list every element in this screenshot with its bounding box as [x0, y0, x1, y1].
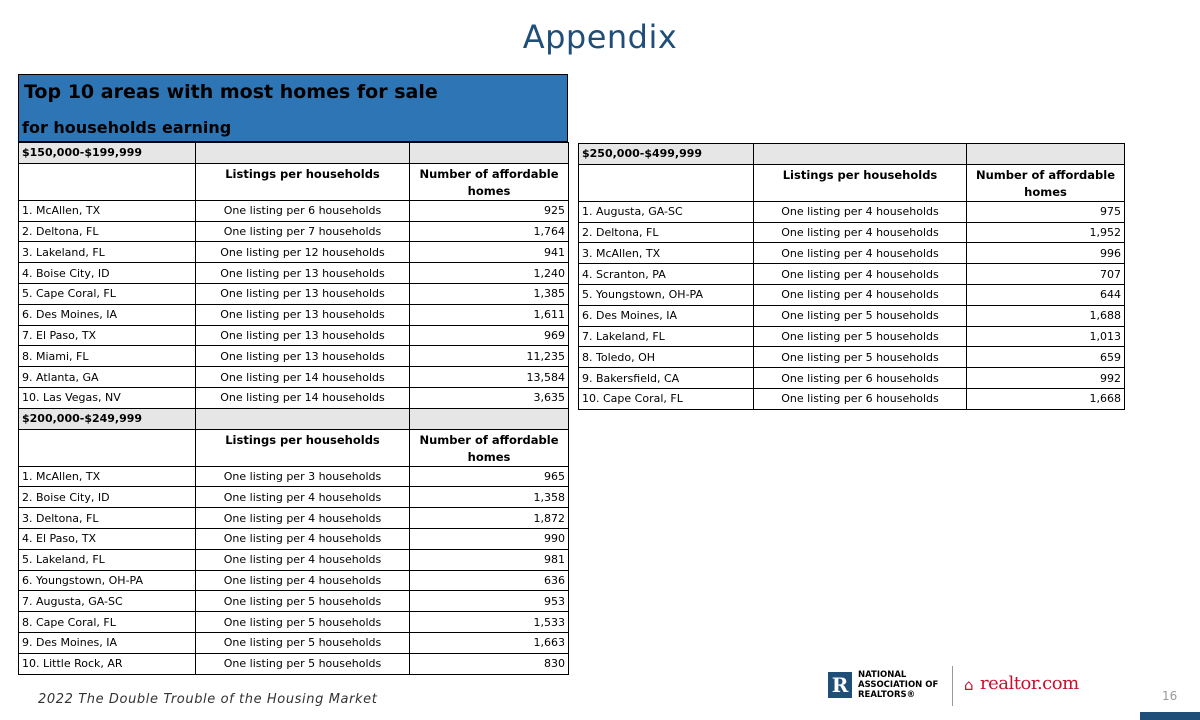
listing-ratio-cell: One listing per 4 households: [754, 264, 967, 285]
area-cell: 4. Scranton, PA: [579, 264, 754, 285]
table-row: [19, 528, 569, 549]
listing-ratio-cell: One listing per 13 households: [196, 263, 410, 284]
area-cell: 3. Deltona, FL: [19, 508, 196, 529]
affordable-homes-cell: 1,688: [967, 305, 1125, 326]
affordable-homes-cell: 659: [967, 347, 1125, 368]
table-row: [19, 487, 569, 508]
listing-ratio-cell: One listing per 4 households: [196, 487, 410, 508]
section-blank-cell: [410, 408, 569, 429]
affordable-homes-cell: 636: [410, 570, 569, 591]
table-row: [19, 466, 569, 487]
affordable-homes-cell: 1,872: [410, 508, 569, 529]
listing-ratio-cell: One listing per 4 households: [196, 549, 410, 570]
area-cell: 5. Cape Coral, FL: [19, 283, 196, 304]
page-number: 16: [1162, 689, 1178, 703]
listing-ratio-cell: One listing per 7 households: [196, 221, 410, 242]
area-cell: 5. Youngstown, OH-PA: [579, 284, 754, 305]
table-row: [19, 367, 569, 388]
column-header-listings: Listings per households: [196, 429, 410, 466]
table-row: [579, 284, 1125, 305]
table-row: [19, 325, 569, 346]
column-header-homes: Number of affordable homes: [967, 164, 1125, 201]
table-row: [19, 242, 569, 263]
table-row: [579, 326, 1125, 347]
listing-ratio-cell: One listing per 13 households: [196, 304, 410, 325]
area-cell: 9. Bakersfield, CA: [579, 368, 754, 389]
footer-logos: [826, 664, 1086, 710]
listing-ratio-cell: One listing per 6 households: [754, 388, 967, 409]
affordable-homes-cell: 969: [410, 325, 569, 346]
area-cell: 2. Deltona, FL: [19, 221, 196, 242]
affordable-homes-cell: 925: [410, 200, 569, 221]
listing-ratio-cell: One listing per 13 households: [196, 283, 410, 304]
logo-divider: [952, 666, 953, 706]
column-header-row: [19, 163, 569, 200]
affordable-homes-cell: 1,533: [410, 612, 569, 633]
affordable-homes-cell: 941: [410, 242, 569, 263]
table-row: [579, 388, 1125, 409]
listing-ratio-cell: One listing per 4 households: [754, 243, 967, 264]
table-banner: [18, 74, 568, 142]
area-cell: 2. Deltona, FL: [579, 222, 754, 243]
area-cell: 7. Augusta, GA-SC: [19, 591, 196, 612]
realtor-logo-text: realtor.com: [980, 673, 1079, 694]
listing-ratio-cell: One listing per 5 households: [196, 632, 410, 653]
affordable-homes-cell: 990: [410, 528, 569, 549]
area-cell: 3. McAllen, TX: [579, 243, 754, 264]
income-range-label: $200,000-$249,999: [19, 408, 196, 429]
listing-ratio-cell: One listing per 6 households: [196, 200, 410, 221]
area-cell: 6. Des Moines, IA: [19, 304, 196, 325]
section-blank-cell: [754, 144, 967, 165]
table-row: [579, 305, 1125, 326]
affordable-homes-cell: 1,385: [410, 283, 569, 304]
table-row: [19, 346, 569, 367]
nar-logo-icon: R: [828, 672, 852, 698]
section-blank-cell: [410, 143, 569, 164]
area-cell: 5. Lakeland, FL: [19, 549, 196, 570]
area-cell: 10. Las Vegas, NV: [19, 387, 196, 408]
affordable-homes-cell: 707: [967, 264, 1125, 285]
table-row: [579, 201, 1125, 222]
affordable-homes-cell: 644: [967, 284, 1125, 305]
area-cell: 9. Des Moines, IA: [19, 632, 196, 653]
affordable-homes-cell: 996: [967, 243, 1125, 264]
area-cell: 7. Lakeland, FL: [579, 326, 754, 347]
table-row: [19, 263, 569, 284]
affordable-homes-cell: 11,235: [410, 346, 569, 367]
listing-ratio-cell: One listing per 4 households: [754, 284, 967, 305]
income-range-label: $250,000-$499,999: [579, 144, 754, 165]
nar-logo-text: NATIONAL ASSOCIATION OF REALTORS®: [858, 670, 939, 700]
header-blank-cell: [19, 163, 196, 200]
affordable-homes-cell: 3,635: [410, 387, 569, 408]
section-blank-cell: [196, 408, 410, 429]
area-cell: 2. Boise City, ID: [19, 487, 196, 508]
affordable-homes-cell: 13,584: [410, 367, 569, 388]
header-blank-cell: [19, 429, 196, 466]
area-cell: 1. McAllen, TX: [19, 200, 196, 221]
table-row: [19, 549, 569, 570]
listing-ratio-cell: One listing per 4 households: [196, 570, 410, 591]
income-range-label: $150,000-$199,999: [19, 143, 196, 164]
table-row: [19, 200, 569, 221]
area-cell: 10. Little Rock, AR: [19, 653, 196, 674]
listing-ratio-cell: One listing per 13 households: [196, 325, 410, 346]
table-row: [19, 632, 569, 653]
house-icon: ⌂: [964, 676, 974, 694]
listing-ratio-cell: One listing per 5 households: [754, 305, 967, 326]
listing-ratio-cell: One listing per 12 households: [196, 242, 410, 263]
area-cell: 8. Miami, FL: [19, 346, 196, 367]
affordable-homes-cell: 1,764: [410, 221, 569, 242]
area-cell: 10. Cape Coral, FL: [579, 388, 754, 409]
listing-ratio-cell: One listing per 5 households: [754, 326, 967, 347]
area-cell: 4. Boise City, ID: [19, 263, 196, 284]
income-range-row: [579, 144, 1125, 165]
table-row: [19, 221, 569, 242]
table-row: [579, 264, 1125, 285]
listing-ratio-cell: One listing per 5 households: [754, 347, 967, 368]
income-range-row: [19, 143, 569, 164]
listing-ratio-cell: One listing per 14 households: [196, 387, 410, 408]
table-row: [579, 347, 1125, 368]
column-header-row: [579, 164, 1125, 201]
affordable-homes-cell: 1,013: [967, 326, 1125, 347]
column-header-listings: Listings per households: [196, 163, 410, 200]
listing-ratio-cell: One listing per 5 households: [196, 591, 410, 612]
corner-accent-bar: [1140, 712, 1200, 720]
area-cell: 1. Augusta, GA-SC: [579, 201, 754, 222]
affordable-homes-cell: 981: [410, 549, 569, 570]
banner-title: Top 10 areas with most homes for sale: [24, 81, 438, 103]
table-row: [579, 222, 1125, 243]
area-cell: 1. McAllen, TX: [19, 466, 196, 487]
table-row: [19, 612, 569, 633]
section-blank-cell: [196, 143, 410, 164]
column-header-row: [19, 429, 569, 466]
listing-ratio-cell: One listing per 4 households: [754, 201, 967, 222]
area-cell: 6. Youngstown, OH-PA: [19, 570, 196, 591]
listing-ratio-cell: One listing per 13 households: [196, 346, 410, 367]
column-header-homes: Number of affordable homes: [410, 163, 569, 200]
slide-title: Appendix: [522, 18, 678, 56]
affordable-homes-cell: 1,952: [967, 222, 1125, 243]
table-row: [19, 304, 569, 325]
area-cell: 9. Atlanta, GA: [19, 367, 196, 388]
area-cell: 6. Des Moines, IA: [579, 305, 754, 326]
listing-ratio-cell: One listing per 4 households: [196, 508, 410, 529]
affordable-homes-cell: 992: [967, 368, 1125, 389]
area-cell: 4. El Paso, TX: [19, 528, 196, 549]
affordable-homes-cell: 1,663: [410, 632, 569, 653]
affordable-homes-cell: 1,358: [410, 487, 569, 508]
left-income-table: [18, 142, 569, 675]
area-cell: 3. Lakeland, FL: [19, 242, 196, 263]
area-cell: 8. Cape Coral, FL: [19, 612, 196, 633]
table-row: [19, 387, 569, 408]
table-row: [579, 243, 1125, 264]
listing-ratio-cell: One listing per 14 households: [196, 367, 410, 388]
listing-ratio-cell: One listing per 6 households: [754, 368, 967, 389]
listing-ratio-cell: One listing per 5 households: [196, 653, 410, 674]
table-row: [19, 283, 569, 304]
table-row: [19, 508, 569, 529]
header-blank-cell: [579, 164, 754, 201]
table-row: [579, 368, 1125, 389]
area-cell: 7. El Paso, TX: [19, 325, 196, 346]
right-income-table: [578, 143, 1125, 410]
column-header-listings: Listings per households: [754, 164, 967, 201]
affordable-homes-cell: 1,611: [410, 304, 569, 325]
affordable-homes-cell: 965: [410, 466, 569, 487]
listing-ratio-cell: One listing per 4 households: [196, 528, 410, 549]
affordable-homes-cell: 1,668: [967, 388, 1125, 409]
section-blank-cell: [967, 144, 1125, 165]
affordable-homes-cell: 975: [967, 201, 1125, 222]
table-row: [19, 570, 569, 591]
table-row: [19, 653, 569, 674]
income-range-row: [19, 408, 569, 429]
table-row: [19, 591, 569, 612]
column-header-homes: Number of affordable homes: [410, 429, 569, 466]
affordable-homes-cell: 830: [410, 653, 569, 674]
banner-subtitle: for households earning: [22, 118, 232, 137]
listing-ratio-cell: One listing per 4 households: [754, 222, 967, 243]
footer-report-title: 2022 The Double Trouble of the Housing Market: [38, 692, 378, 707]
affordable-homes-cell: 953: [410, 591, 569, 612]
affordable-homes-cell: 1,240: [410, 263, 569, 284]
area-cell: 8. Toledo, OH: [579, 347, 754, 368]
listing-ratio-cell: One listing per 3 households: [196, 466, 410, 487]
listing-ratio-cell: One listing per 5 households: [196, 612, 410, 633]
